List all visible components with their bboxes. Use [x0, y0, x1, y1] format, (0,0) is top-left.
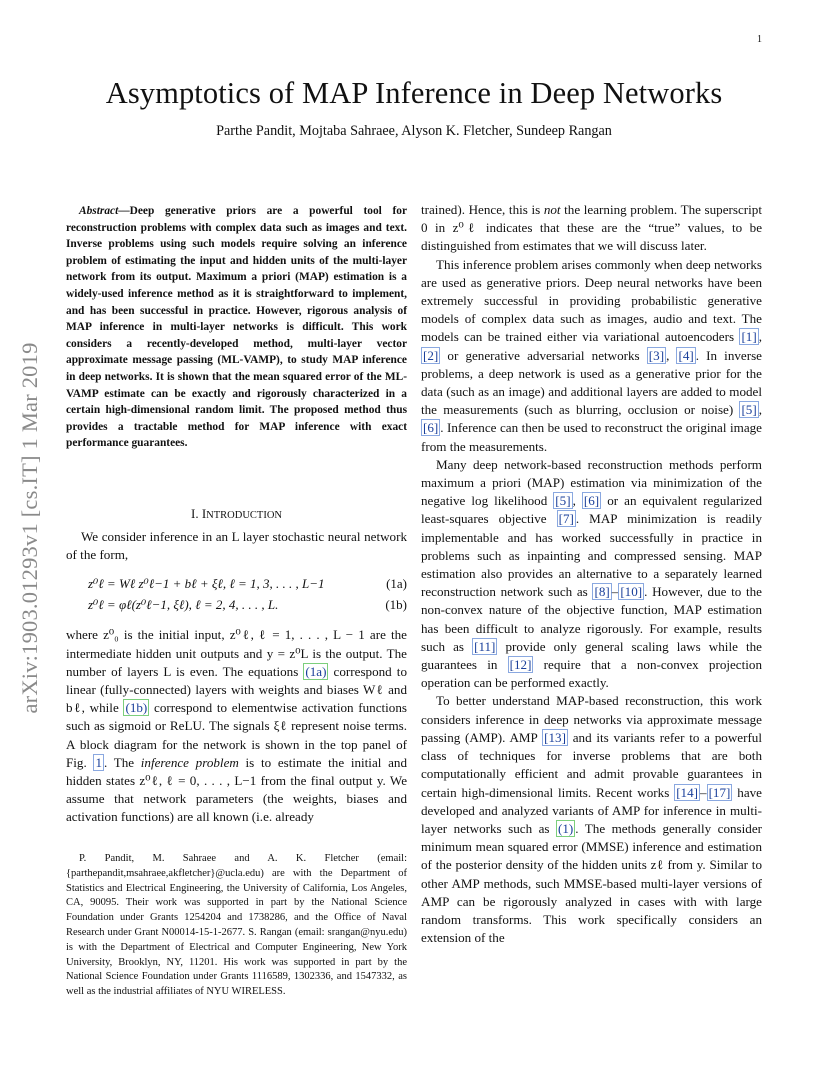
citation-12[interactable]: [12] — [509, 657, 532, 673]
section-heading — [66, 506, 407, 522]
intro-paragraph-1: We consider inference in an L layer stochastic neural network of the form, — [66, 529, 407, 563]
citation-10[interactable]: [10] — [620, 584, 643, 600]
equation-1a-tag: (1a) — [386, 576, 407, 592]
abstract — [66, 203, 407, 452]
citation-7[interactable]: [7] — [558, 511, 574, 527]
equation-1b — [66, 597, 407, 618]
citation-6b[interactable]: [6] — [583, 493, 600, 509]
abstract-dash: — — [118, 205, 130, 217]
abstract-text: Deep generative priors are a powerful tool for reconstruction problems with complex data such as images and text. Inverse problems using such models require solving an inference problem of estimating the input and hidden units of the multi-layer network from its output. Maximum a priori (MAP) estimation is a widely-used inference method as it is straightforward to implement, and has been successful in practice. However, rigorous analysis of MAP inference in multi-layer networks is difficult. This work considers a recently-developed method, multi-layer vector approximate message passing (ML-VAMP), to study MAP inference in deep networks. It is shown that the mean squared error of the ML-VAMP estimate can be exactly and rigorously characterized in a certain high-dimensional random limit. The proposed method thus provides a tractable method for MAP inference with exact performance guarantees. — [66, 205, 407, 450]
citation-8[interactable]: [8] — [594, 584, 610, 600]
equation-link-1[interactable]: (1) — [557, 820, 574, 836]
right-paragraph-3: Many deep network-based reconstruction methods perform maximum a priori (MAP) estimation via minimization of the negative log likelihood [5] , [6] or an equivalent regularized least-squares objective [7] . MAP minimization is readily implementable and has worked successfully in practice in problems such as inpainting and compressed sensing. MAP estimation also provides an alternative to a separately learned reconstruction network such as [8] – [10] . However, due to the non-convex nature of the objective function, MAP estimation has been difficult to analyze rigorously. For example, results such as [11] provide only general scaling laws while the guarantees in [12] require that a non-convex projection operation can be performed exactly. — [421, 456, 762, 691]
left-column — [66, 203, 407, 452]
citation-5b[interactable]: [5] — [555, 493, 571, 509]
equation-1b-body: z⁰ℓ = φℓ(z⁰ℓ−1, ξℓ), ℓ = 2, 4, . . . , L. — [88, 597, 279, 613]
footnote — [66, 852, 407, 1000]
arxiv-stamp-text: arXiv:1903.01293v1 [cs.IT] 1 Mar 2019 — [17, 341, 42, 714]
citation-6[interactable]: [6] — [423, 420, 439, 436]
right-paragraph-4: To better understand MAP-based reconstruction, this work considers inference in deep networks via approximate message passing (AMP). AMP [13] and its variants refer to a powerful class of techniques for inverse problems that are both computationally efficient and admit provable guarantees in certain high-dimensional limits. Recent works [14] – [17] have developed and analyzed variants of AMP for inference in multi-layer networks such as (1) . The methods generally consider minimum mean squared error (MMSE) inference and estimation of the posterior density of the hidden units zℓ from y. Similar to other AMP methods, such MMSE-based multi-layer versions of AMP can be rigorously analyzed in cases with with large random transforms. This work specifically considers an extension of the — [421, 693, 762, 946]
section-heading-small: NTRODUCTION — [206, 510, 282, 521]
figure-link-1[interactable]: 1 — [95, 754, 102, 770]
citation-1[interactable]: [1] — [741, 329, 757, 345]
equation-link-1b[interactable]: (1b) — [125, 700, 148, 716]
citation-3[interactable]: [3] — [648, 347, 665, 363]
equation-1b-tag: (1b) — [385, 597, 407, 613]
intro-section — [66, 506, 407, 827]
right-paragraph-1: trained). Hence, this is not the learning problem. The superscript 0 in z⁰ℓ indicates that these are the “true” values, to be distinguished from estimates that we will discuss later. — [421, 202, 762, 254]
citation-13[interactable]: [13] — [544, 729, 566, 745]
right-column — [421, 201, 762, 947]
paper-authors: Parthe Pandit, Mojtaba Sahraee, Alyson K. Fletcher, Sundeep Rangan — [216, 123, 612, 139]
intro-paragraph-2: where z⁰₀ is the initial input, z⁰ℓ, ℓ = 1, . . . , L − 1 are the intermediate hidden unit outputs and y = z⁰L is the output. The number of layers L is even. The equations (1a) correspond to linear (fully-connected) layers with weights and biases Wℓ and bℓ, while (1b) correspond to elementwise activation functions such as sigmoid or ReLU. The signals ξℓ represent noise terms. A block diagram for the network is shown in the top panel of Fig. 1 . The inference problem is to estimate the initial and hidden states z⁰ℓ, ℓ = 0, . . . , L−1 from the final output y. We assume that network parameters (the weights, biases and activation functions) are all known (i.e. already — [66, 627, 407, 825]
citation-17[interactable]: [17] — [708, 784, 731, 800]
citation-4[interactable]: [4] — [678, 347, 694, 363]
page-number: 1 — [757, 34, 762, 45]
arxiv-stamp — [5, 300, 55, 755]
paper-title: Asymptotics of MAP Inference in Deep Networks — [105, 76, 723, 110]
citation-14[interactable]: [14] — [676, 784, 699, 800]
right-paragraph-2: This inference problem arises commonly when deep networks are used as generative priors. Deep neural networks have been extremely successful in providing probabilistic generative models of complex data such as images, audio and text. The models can be trained either via variational autoencoders [1] , [2] or generative adversarial networks [3] , [4] . In inverse problems, a deep network is used as a generative prior for the data (such as an image) and additional layers are added to model the measurements (such as blurring, occlusion or noise) [5] , [6] . Inference can then be used to reconstruct the original image from the measurements. — [421, 256, 762, 454]
footnote-text: P. Pandit, M. Sahraee and A. K. Fletcher (email: {parthepandit,msahraee,akfletcher}@ucla.edu) are with the Department of Statistics and Electrical Engineering, the University of California, Los Angeles, CA, 90095. Their work was supported in part by the National Science Foundation under Grants 1254204 and 1738286, and the Office of Naval Research under Grant N00014-15-1-2677. S. Rangan (email: srangan@nyu.edu) is with the Department of Electrical and Computer Engineering, New York University, Brooklyn, NY, 11201. His work was supported in part by the National Science Foundation under Grants 1116589, 1302336, and 1547332, as well as the industrial affiliates of NYU WIRELESS. — [66, 853, 407, 998]
equation-link-1a[interactable]: (1a) — [305, 663, 327, 679]
equation-1a — [66, 576, 407, 597]
equation-1a-body: z⁰ℓ = Wℓ z⁰ℓ−1 + bℓ + ξℓ, ℓ = 1, 3, . . . , L−1 — [88, 576, 325, 592]
section-numeral: I. I — [191, 506, 207, 521]
citation-11[interactable]: [11] — [474, 638, 496, 654]
abstract-label: Abstract — [79, 205, 119, 217]
citation-5[interactable]: [5] — [741, 402, 757, 418]
citation-2[interactable]: [2] — [423, 347, 439, 363]
